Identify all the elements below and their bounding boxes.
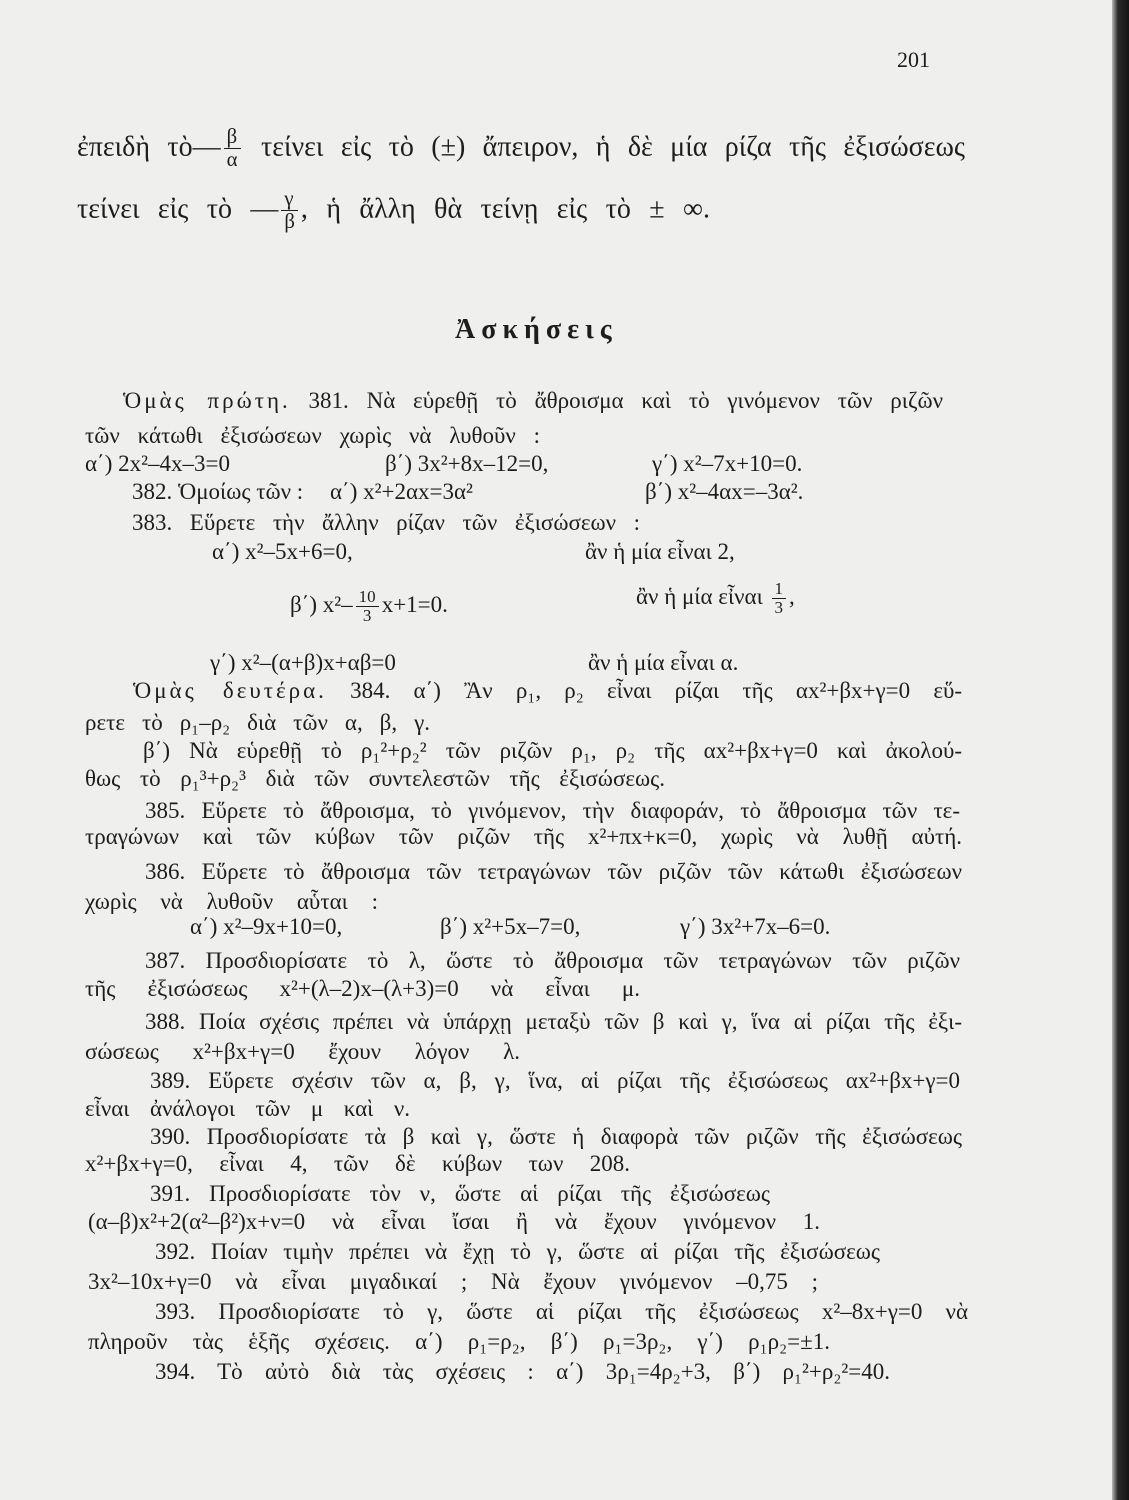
- group-label-second: Ὁμὰς δευτέρα.: [133, 678, 327, 703]
- exercise-382-item-a: α΄) x²+2αx=3α²: [330, 479, 473, 504]
- condition-text: ἂν ἡ μία εἶναι: [636, 584, 763, 610]
- exercise-383-item-a-equation: α΄) x²–5x+6=0,: [212, 539, 353, 564]
- exercise-390-line-1: [150, 1122, 962, 1152]
- exercise-384-line-3: β΄) Νὰ εὑρεθῇ τὸ ρ₁²+ρ₂² τῶν ριζῶν ρ₁, ρ₂ τῆς αx²+βx+γ=0 καὶ ἀκολού-: [143, 738, 962, 763]
- equation-start: β΄) x²–: [290, 592, 353, 618]
- intro-text-start: ἐπειδὴ τὸ—: [77, 131, 221, 163]
- page-number: 201: [897, 47, 930, 72]
- exercise-386-item-c: γ΄) 3x²+7x–6=0.: [680, 914, 831, 939]
- exercise-number: 385.: [145, 798, 186, 823]
- exercise-number: 387.: [145, 948, 186, 973]
- exercise-number: 381.: [308, 388, 349, 413]
- exercise-number: 383.: [132, 510, 173, 535]
- condition-end: ,: [789, 584, 795, 610]
- exercise-383-item-c-condition: ἂν ἡ μία εἶναι α.: [588, 650, 739, 675]
- group-label-first: Ὁμὰς πρώτη.: [123, 388, 291, 413]
- exercise-381-item-b: β΄) 3x²+8x–12=0,: [385, 451, 549, 476]
- fraction-gamma-over-beta: [281, 188, 298, 234]
- fraction-denominator: α: [224, 148, 241, 171]
- exercise-number: 384.: [350, 678, 391, 703]
- intro-line-2: [77, 188, 710, 234]
- exercise-text: Ποίαν τιμὴν πρέπει νὰ ἔχῃ τὸ γ, ὥστε αἱ ρίζαι τῆς ἐξισώσεως: [210, 1239, 881, 1264]
- exercise-text: Εὕρετε τὸ ἄθροισμα τῶν τετραγώνων τῶν ριζῶν τῶν κάτωθι ἐξισώσεων: [201, 859, 962, 884]
- exercise-387-line-1: [145, 946, 960, 976]
- exercise-391-line-2: (α–β)x²+2(α²–β²)x+ν=0 νὰ εἶναι ἴσαι ἢ νὰ ἔχουν γινόμενον 1.: [88, 1209, 820, 1234]
- exercise-389-line-2: εἶναι ἀνάλογοι τῶν μ καὶ ν.: [85, 1096, 410, 1121]
- exercise-392-line-1: [155, 1237, 880, 1267]
- intro-text-start: τείνει εἰς τὸ —: [77, 193, 279, 225]
- exercise-392-line-2: 3x²–10x+γ=0 νὰ εἶναι μιγαδικαί ; Νὰ ἔχουν γινόμενον –0,75 ;: [88, 1269, 818, 1294]
- exercise-384-line-4: θως τὸ ρ₁³+ρ₂³ διὰ τῶν συντελεστῶν τῆς ἐξισώσεως.: [85, 766, 665, 791]
- exercise-387-line-2: τῆς ἐξισώσεως x²+(λ–2)x–(λ+3)=0 νὰ εἶναι μ.: [85, 976, 640, 1001]
- exercise-381-line-1: [123, 386, 943, 416]
- section-heading: Ἀσκήσεις: [455, 314, 618, 345]
- exercise-text: Εὕρετε σχέσιν τῶν α, β, γ, ἵνα, αἱ ρίζαι τῆς ἐξισώσεως αx²+βx+γ=0: [208, 1068, 961, 1093]
- exercise-381-item-c: γ΄) x²–7x+10=0.: [652, 451, 803, 476]
- exercise-number: 388.: [145, 1009, 186, 1034]
- exercise-386-line-2: χωρὶς νὰ λυθοῦν αὗται :: [85, 889, 378, 914]
- fraction-numerator: γ: [284, 188, 294, 210]
- exercise-text: Νὰ εὑρεθῇ τὸ ἄθροισμα καὶ τὸ γινόμενον τῶν ριζῶν: [366, 388, 943, 413]
- fraction-beta-over-alpha: [224, 126, 241, 172]
- exercise-394-line-1: [155, 1357, 890, 1387]
- intro-text-end: , ἡ ἄλλη θὰ τείνῃ εἰς τὸ ± ∞.: [300, 193, 710, 225]
- equation-end: x+1=0.: [381, 592, 448, 618]
- exercise-381-line-2: τῶν κάτωθι ἐξισώσεων χωρὶς νὰ λυθοῦν :: [85, 423, 540, 448]
- exercise-386-item-b: β΄) x²+5x–7=0,: [440, 914, 581, 939]
- exercise-393-line-2: πληροῦν τὰς ἑξῆς σχέσεις. α΄) ρ₁=ρ₂, β΄) ρ₁=3ρ₂, γ΄) ρ₁ρ₂=±1.: [88, 1329, 830, 1354]
- intro-line-1: [77, 126, 965, 172]
- exercise-383-line-1: [132, 508, 640, 538]
- exercise-393-line-1: [155, 1297, 968, 1327]
- exercise-text: Τὸ αὐτὸ διὰ τὰς σχέσεις : α΄) 3ρ₁=4ρ₂+3, β΄) ρ₁²+ρ₂²=40.: [217, 1359, 890, 1384]
- exercise-389-line-1: [150, 1066, 960, 1096]
- exercise-text: α΄) Ἂν ρ₁, ρ₂ εἶναι ρίζαι τῆς αx²+βx+γ=0 εὕ-: [413, 678, 963, 703]
- exercise-390-line-2: x²+βx+γ=0, εἶναι 4, τῶν δὲ κύβων των 208.: [85, 1151, 630, 1176]
- exercise-number: 386.: [145, 859, 186, 884]
- exercise-text: Εὕρετε τὴν ἄλλην ρίζαν τῶν ἐξισώσεων :: [189, 510, 640, 535]
- exercise-383-item-b-equation: [290, 588, 448, 626]
- exercise-386-line-1: [145, 857, 962, 887]
- exercise-388-line-1: [145, 1007, 962, 1037]
- exercise-text: Εὕρετε τὸ ἄθροισμα, τὸ γινόμενον, τὴν διαφοράν, τὸ ἄθροισμα τῶν τε-: [201, 798, 961, 823]
- fraction-one-third: [772, 580, 787, 618]
- exercise-381-item-a: α΄) 2x²–4x–3=0: [85, 451, 230, 476]
- fraction-numerator: β: [226, 126, 238, 148]
- exercise-text: Προσδιορίσατε τὸν ν, ὥστε αἱ ρίζαι τῆς ἐξισώσεως: [209, 1181, 770, 1206]
- exercise-number: 393.: [155, 1299, 196, 1324]
- exercise-391-line-1: [150, 1179, 770, 1209]
- exercise-385-line-2: τραγώνων καὶ τῶν κύβων τῶν ριζῶν τῆς x²+πx+κ=0, χωρὶς νὰ λυθῇ αὐτή.: [85, 824, 962, 849]
- exercise-text: Προσδιορίσατε τὸ γ, ὥστε αἱ ρίζαι τῆς ἐξισώσεως x²–8x+γ=0 νὰ: [218, 1299, 968, 1324]
- exercise-number: 390.: [150, 1124, 191, 1149]
- fraction-numerator: 1: [774, 579, 784, 598]
- exercise-number: 389.: [150, 1068, 191, 1093]
- exercise-386-item-a: α΄) x²–9x+10=0,: [190, 914, 343, 939]
- fraction-denominator: 3: [772, 598, 787, 617]
- exercise-383-item-c-equation: γ΄) x²–(α+β)x+αβ=0: [210, 650, 396, 675]
- exercise-text: Προσδιορίσατε τὰ β καὶ γ, ὥστε ἡ διαφορὰ τῶν ριζῶν τῆς ἐξισώσεως: [206, 1124, 963, 1149]
- fraction-ten-thirds: [356, 588, 379, 626]
- exercise-382-item-b: β΄) x²–4αx=–3α².: [645, 479, 804, 504]
- exercise-number: 382.: [132, 479, 173, 504]
- exercise-382-line-1: [132, 477, 303, 507]
- exercise-384-line-1: [133, 676, 962, 706]
- exercise-text: Ποία σχέσις πρέπει νὰ ὑπάρχῃ μεταξὺ τῶν β καὶ γ, ἵνα αἱ ρίζαι τῆς ἐξι-: [199, 1009, 962, 1034]
- exercise-number: 391.: [150, 1181, 191, 1206]
- exercise-388-line-2: σώσεως x²+βx+γ=0 ἔχουν λόγον λ.: [85, 1039, 520, 1064]
- exercise-text: Ὁμοίως τῶν :: [178, 479, 304, 504]
- fraction-denominator: β: [281, 210, 298, 233]
- exercise-383-item-a-condition: ἂν ἡ μία εἶναι 2,: [585, 539, 735, 564]
- exercise-384-line-2: ρετε τὸ ρ₁–ρ₂ διὰ τῶν α, β, γ.: [85, 710, 430, 735]
- exercise-number: 394.: [155, 1359, 196, 1384]
- fraction-denominator: 3: [356, 606, 379, 625]
- exercise-383-item-b-condition: [636, 580, 795, 618]
- fraction-numerator: 10: [358, 587, 376, 606]
- exercise-number: 392.: [155, 1239, 196, 1264]
- exercise-text: Προσδιορίσατε τὸ λ, ὥστε τὸ ἄθροισμα τῶν τετραγώνων τῶν ριζῶν: [205, 948, 960, 973]
- scan-edge-shadow: [1112, 0, 1129, 1500]
- intro-text-end: τείνει εἰς τὸ (±) ἄπειρον, ἡ δὲ μία ρίζα τῆς ἐξισώσεως: [260, 131, 965, 163]
